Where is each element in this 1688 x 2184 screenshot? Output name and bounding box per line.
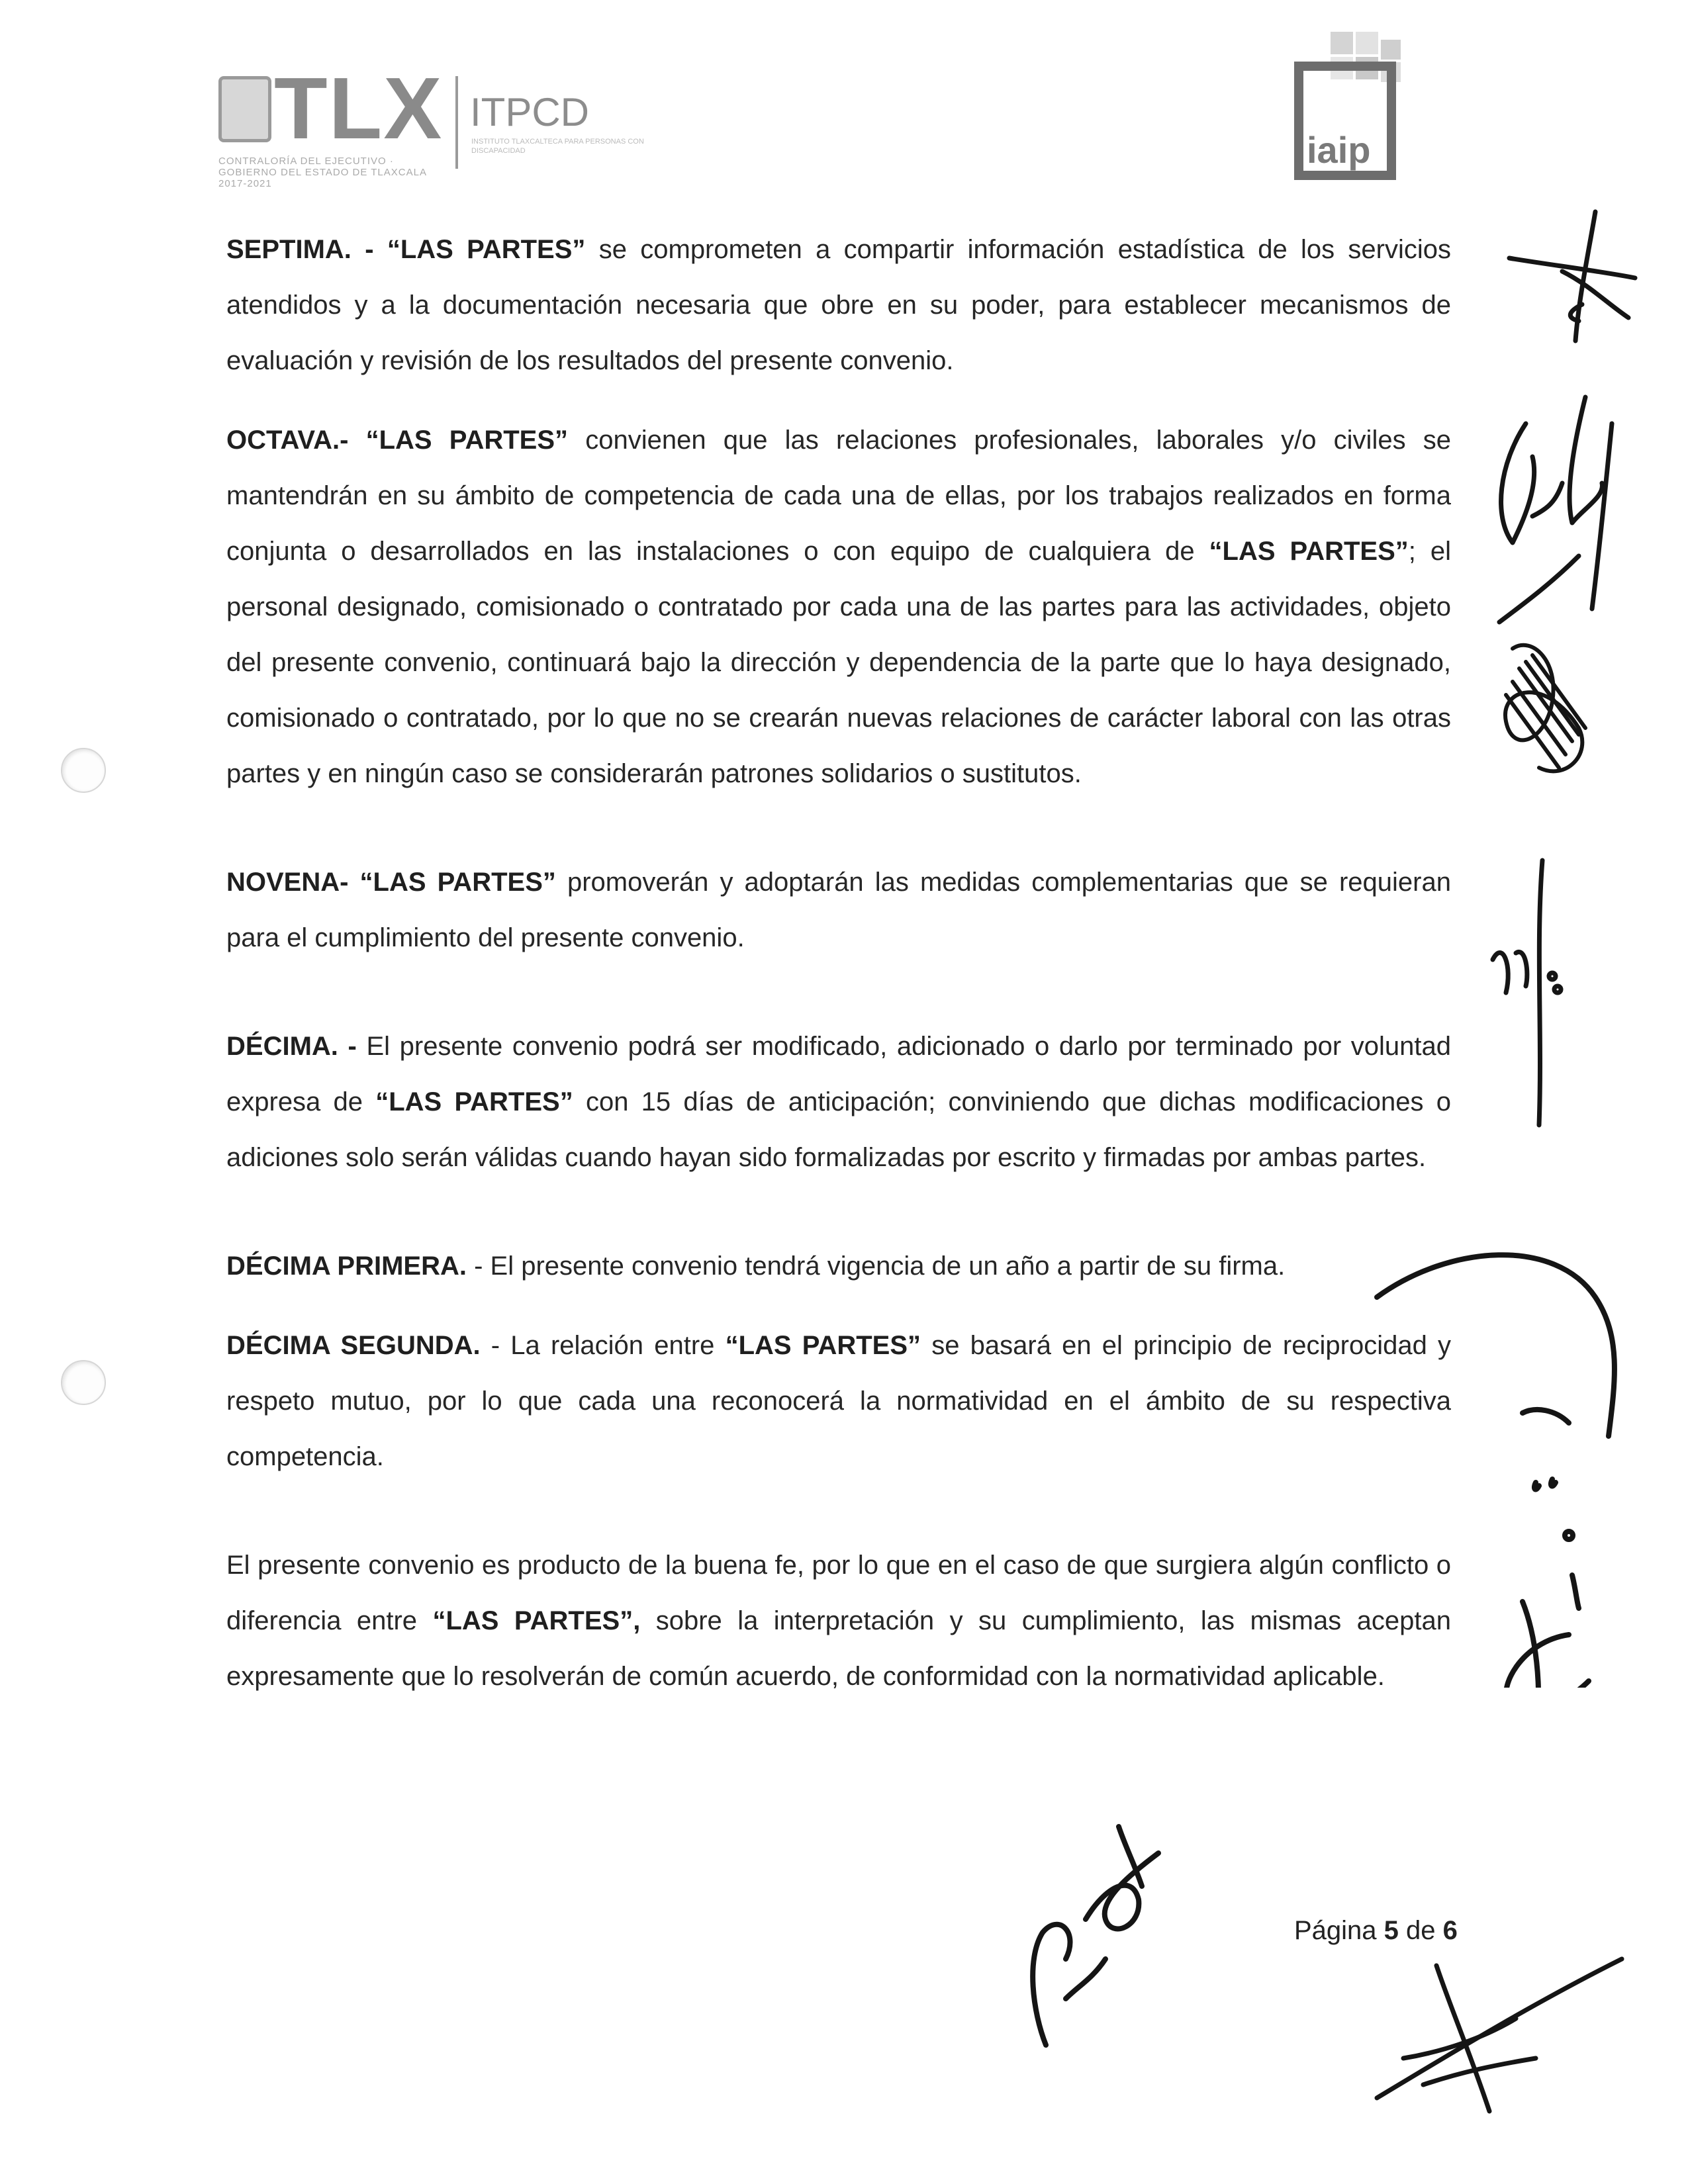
clause-emphasis: “LAS PARTES” xyxy=(375,1087,573,1116)
clause-heading: SEPTIMA. - “LAS PARTES” xyxy=(226,235,586,264)
signature-initials-4 xyxy=(1479,847,1572,1132)
logo-divider xyxy=(455,76,458,169)
clause-text: con 15 días de anticipación; conviniendo que dichas modificaciones o adiciones solo serán válidas cuando hayan sido formalizadas por escrito y firmadas por ambas partes. xyxy=(226,1087,1451,1172)
clause-text: convienen que las relaciones profesionales, laborales y/o civiles se mantendrán en su ámbito de competencia de cada una de ellas, por los trabajos realizados en forma conjunta o desarrollados en las instalaciones o con equipo de cualquiera de xyxy=(226,426,1451,566)
clause-emphasis: “LAS PARTES” xyxy=(725,1331,921,1360)
itpcd-logo-text: ITPCD xyxy=(470,90,589,134)
clause-heading: NOVENA- “LAS PARTES” xyxy=(226,868,556,897)
tlx-logo-text: TLX xyxy=(274,60,444,157)
hole-punch xyxy=(61,1360,106,1405)
svg-text:iaip: iaip xyxy=(1307,129,1371,171)
clause-emphasis: “LAS PARTES”, xyxy=(432,1606,641,1635)
clause-novena xyxy=(226,854,1451,966)
clause-septima xyxy=(226,222,1451,388)
clause-text: promoverán y adoptarán las medidas complementarias que se requieran para el cumplimiento del presente convenio. xyxy=(226,868,1451,952)
signature-large xyxy=(1370,1224,1648,1688)
clause-decima-primera xyxy=(226,1238,1451,1294)
iaip-logo-icon xyxy=(1291,26,1456,192)
iaip-logo xyxy=(1291,26,1456,192)
clause-emphasis: “LAS PARTES” xyxy=(1209,537,1409,566)
page-of-label: de xyxy=(1398,1916,1443,1945)
clause-heading: DÉCIMA. - xyxy=(226,1032,357,1061)
page-total: 6 xyxy=(1442,1916,1458,1945)
clause-text: - El presente convenio tendrá vigencia de un año a partir de su firma. xyxy=(466,1251,1286,1281)
signature-bottom-2 xyxy=(1364,1939,1628,2124)
clause-text: ; el personal designado, comisionado o contratado por cada una de las partes para las actividades, objeto del presente convenio, continuará bajo la dirección y dependencia de la parte que lo haya designado, comisionado o contratado, por lo que no se crearán nuevas relaciones de carácter laboral con las otras partes y en ningún caso se considerarán patrones solidarios o sustitutos. xyxy=(226,537,1451,788)
document-header xyxy=(218,60,1450,195)
signature-initials-3 xyxy=(1473,609,1618,801)
clause-decima-segunda xyxy=(226,1318,1451,1484)
closing-paragraph xyxy=(226,1537,1451,1704)
signature-initials-2 xyxy=(1473,384,1645,635)
clause-text: se basará en el principio de reciprocidad y respeto mutuo, por lo que cada una reconocerá la normatividad en el ámbito de su respectiva competencia. xyxy=(226,1331,1452,1471)
clause-text: sobre la interpretación y su cumplimiento, las mismas aceptan expresamente que lo resolverán de común acuerdo, de conformidad con la normatividad aplicable. xyxy=(226,1606,1451,1691)
clause-octava xyxy=(226,412,1451,801)
page-label: Página xyxy=(1294,1916,1384,1945)
state-seal-icon xyxy=(218,76,271,142)
clause-text: El presente convenio es producto de la buena fe, por lo que en el caso de que surgiera algún conflicto o diferencia entre xyxy=(226,1551,1451,1635)
clause-heading: DÉCIMA SEGUNDA. xyxy=(226,1331,481,1360)
signature-bottom-1 xyxy=(1006,1800,1205,2052)
itpcd-logo-subtitle: INSTITUTO TLAXCALTECA PARA PERSONAS CON DISCAPACIDAD xyxy=(471,138,644,155)
document-body xyxy=(226,222,1451,1704)
tlx-logo-subtitle: CONTRALORÍA DEL EJECUTIVO · GOBIERNO DEL ESTADO DE TLAXCALA 2017-2021 xyxy=(218,156,427,189)
clause-decima xyxy=(226,1019,1451,1185)
clause-text: se comprometen a compartir información estadística de los servicios atendidos y a la documentación necesaria que obre en su poder, para establecer mecanismos de evaluación y revisión de los resultados del presente convenio. xyxy=(226,235,1451,375)
tlx-logo xyxy=(218,60,655,189)
clause-heading: OCTAVA.- “LAS PARTES” xyxy=(226,426,569,455)
clause-heading: DÉCIMA PRIMERA. xyxy=(226,1251,467,1281)
signature-initials-1 xyxy=(1496,199,1655,351)
hole-punch xyxy=(61,748,106,793)
page-current: 5 xyxy=(1383,1916,1399,1945)
clause-text: - La relación entre xyxy=(480,1331,726,1360)
clause-text: El presente convenio podrá ser modificado, adicionado o darlo por terminado por voluntad expresa de xyxy=(226,1032,1451,1116)
